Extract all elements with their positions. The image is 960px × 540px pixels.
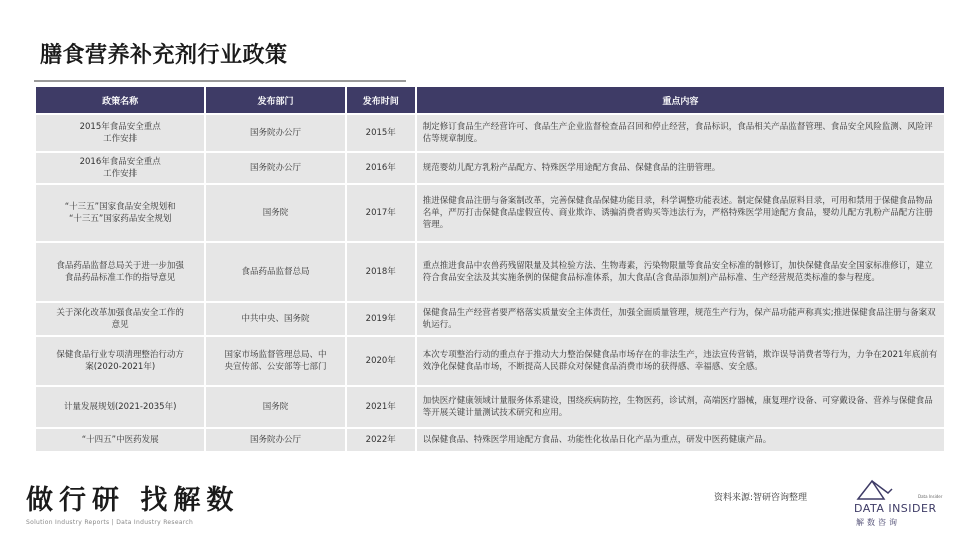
department-cell: 国务院办公厅 bbox=[206, 429, 344, 451]
brand-block bbox=[26, 478, 239, 526]
date-cell: 2018年 bbox=[347, 243, 415, 301]
content-cell: 规范婴幼儿配方乳粉产品配方、特殊医学用途配方食品、保健食品的注册管理。 bbox=[417, 153, 944, 183]
table-row bbox=[36, 387, 944, 427]
department-cell: 国务院 bbox=[206, 185, 344, 241]
date-cell: 2017年 bbox=[347, 185, 415, 241]
department-cell: 食品药品监督总局 bbox=[206, 243, 344, 301]
policy-name-cell: 食品药品监督总局关于进一步加强 食品药品标准工作的指导意见 bbox=[36, 243, 204, 301]
title-divider bbox=[34, 80, 406, 82]
date-cell: 2019年 bbox=[347, 303, 415, 335]
content-cell: 保健食品生产经营者要严格落实质量安全主体责任，加强全面质量管理，规范生产行为，保产品功能声称真实;推进保健食品注册与备案双轨运行。 bbox=[417, 303, 944, 335]
brand-slogan: 做行研 找解数 bbox=[26, 485, 240, 516]
data-source-note: 资料来源:智研咨询整理 bbox=[714, 493, 808, 503]
table-row bbox=[36, 303, 944, 335]
department-cell: 中共中央、国务院 bbox=[206, 303, 344, 335]
policy-name-cell: 保健食品行业专项清理整治行动方 案(2020-2021年) bbox=[36, 337, 204, 385]
header-date: 发布时间 bbox=[347, 87, 415, 113]
header-department: 发布部门 bbox=[206, 87, 344, 113]
content-cell: 重点推进食品中农兽药残留限量及其检验方法、生物毒素，污染物限量等食品安全标准的制修订，加快保健食品安全国家标准修订，建立符合食品安全法及其实施条例的保健食品标准体系，加大食品(含食品添加剂)产品标准、生产经营规范类标准的参与程度。 bbox=[417, 243, 944, 301]
date-cell: 2021年 bbox=[347, 387, 415, 427]
page-title: 膳食营养补充剂行业政策 bbox=[40, 43, 288, 68]
content-cell: 以保健食品、特殊医学用途配方食品、功能性化妆品日化产品为重点，研发中医药健康产品。 bbox=[417, 429, 944, 451]
logo-subtitle: 解数咨询 bbox=[856, 518, 900, 527]
table-header-row bbox=[36, 87, 944, 113]
logo-tiny-text: Data Insider bbox=[918, 494, 943, 499]
logo-wordmark: DATA INSIDER bbox=[854, 502, 937, 515]
department-cell: 国务院办公厅 bbox=[206, 153, 344, 183]
triangle-logo-icon bbox=[854, 479, 894, 501]
table-row bbox=[36, 337, 944, 385]
table-row bbox=[36, 429, 944, 451]
policy-table bbox=[34, 85, 946, 453]
department-cell: 国务院 bbox=[206, 387, 344, 427]
policy-name-cell: 关于深化改革加强食品安全工作的 意见 bbox=[36, 303, 204, 335]
policy-name-cell: 2016年食品安全重点 工作安排 bbox=[36, 153, 204, 183]
policy-name-cell: 2015年食品安全重点 工作安排 bbox=[36, 115, 204, 151]
content-cell: 加快医疗健康领域计量服务体系建设，围绕疾病防控，生物医药，诊试剂，高端医疗器械，康复理疗设备、可穿戴设备、营养与保健食品等开展关键计量测试技术研究和应用。 bbox=[417, 387, 944, 427]
header-content: 重点内容 bbox=[417, 87, 944, 113]
date-cell: 2016年 bbox=[347, 153, 415, 183]
table-row bbox=[36, 115, 944, 151]
table-row bbox=[36, 185, 944, 241]
content-cell: 推进保健食品注册与备案制改革，完善保健食品保健功能目录，科学调整功能表述。制定保健食品原料目录，可用和禁用于保健食品物品名单，严厉打击保健食品虚假宣传、商业欺诈、诱骗消费者购买等违法行为，严格特殊医学用途配方食品，婴幼儿配方乳粉产品配方注册管理。 bbox=[417, 185, 944, 241]
date-cell: 2022年 bbox=[347, 429, 415, 451]
content-cell: 制定修订食品生产经营许可、食品生产企业监督检查品召回和停止经营，食品标识，食品相关产品监督管理、食品安全风险监测、风险评估等规章制度。 bbox=[417, 115, 944, 151]
table-row bbox=[36, 243, 944, 301]
date-cell: 2015年 bbox=[347, 115, 415, 151]
date-cell: 2020年 bbox=[347, 337, 415, 385]
table-row bbox=[36, 153, 944, 183]
department-cell: 国务院办公厅 bbox=[206, 115, 344, 151]
brand-tagline: Solution Industry Reports | Data Industry Research bbox=[26, 519, 194, 526]
policy-name-cell: 计量发展规划(2021-2035年) bbox=[36, 387, 204, 427]
content-cell: 本次专项整治行动的重点存于推动大力整治保健食品市场存在的非法生产，违法宣传营销，欺诈误导消费者等行为，力争在2021年底前有效净化保健食品市场，不断提高人民群众对保健食品消费市场的获得感、幸福感、安全感。 bbox=[417, 337, 944, 385]
policy-name-cell: “十三五”国家食品安全规划和 “十三五”国家药品安全规划 bbox=[36, 185, 204, 241]
header-policy-name: 政策名称 bbox=[36, 87, 204, 113]
policy-name-cell: “十四五”中医药发展 bbox=[36, 429, 204, 451]
department-cell: 国家市场监督管理总局、中 央宣传部、公安部等七部门 bbox=[206, 337, 344, 385]
